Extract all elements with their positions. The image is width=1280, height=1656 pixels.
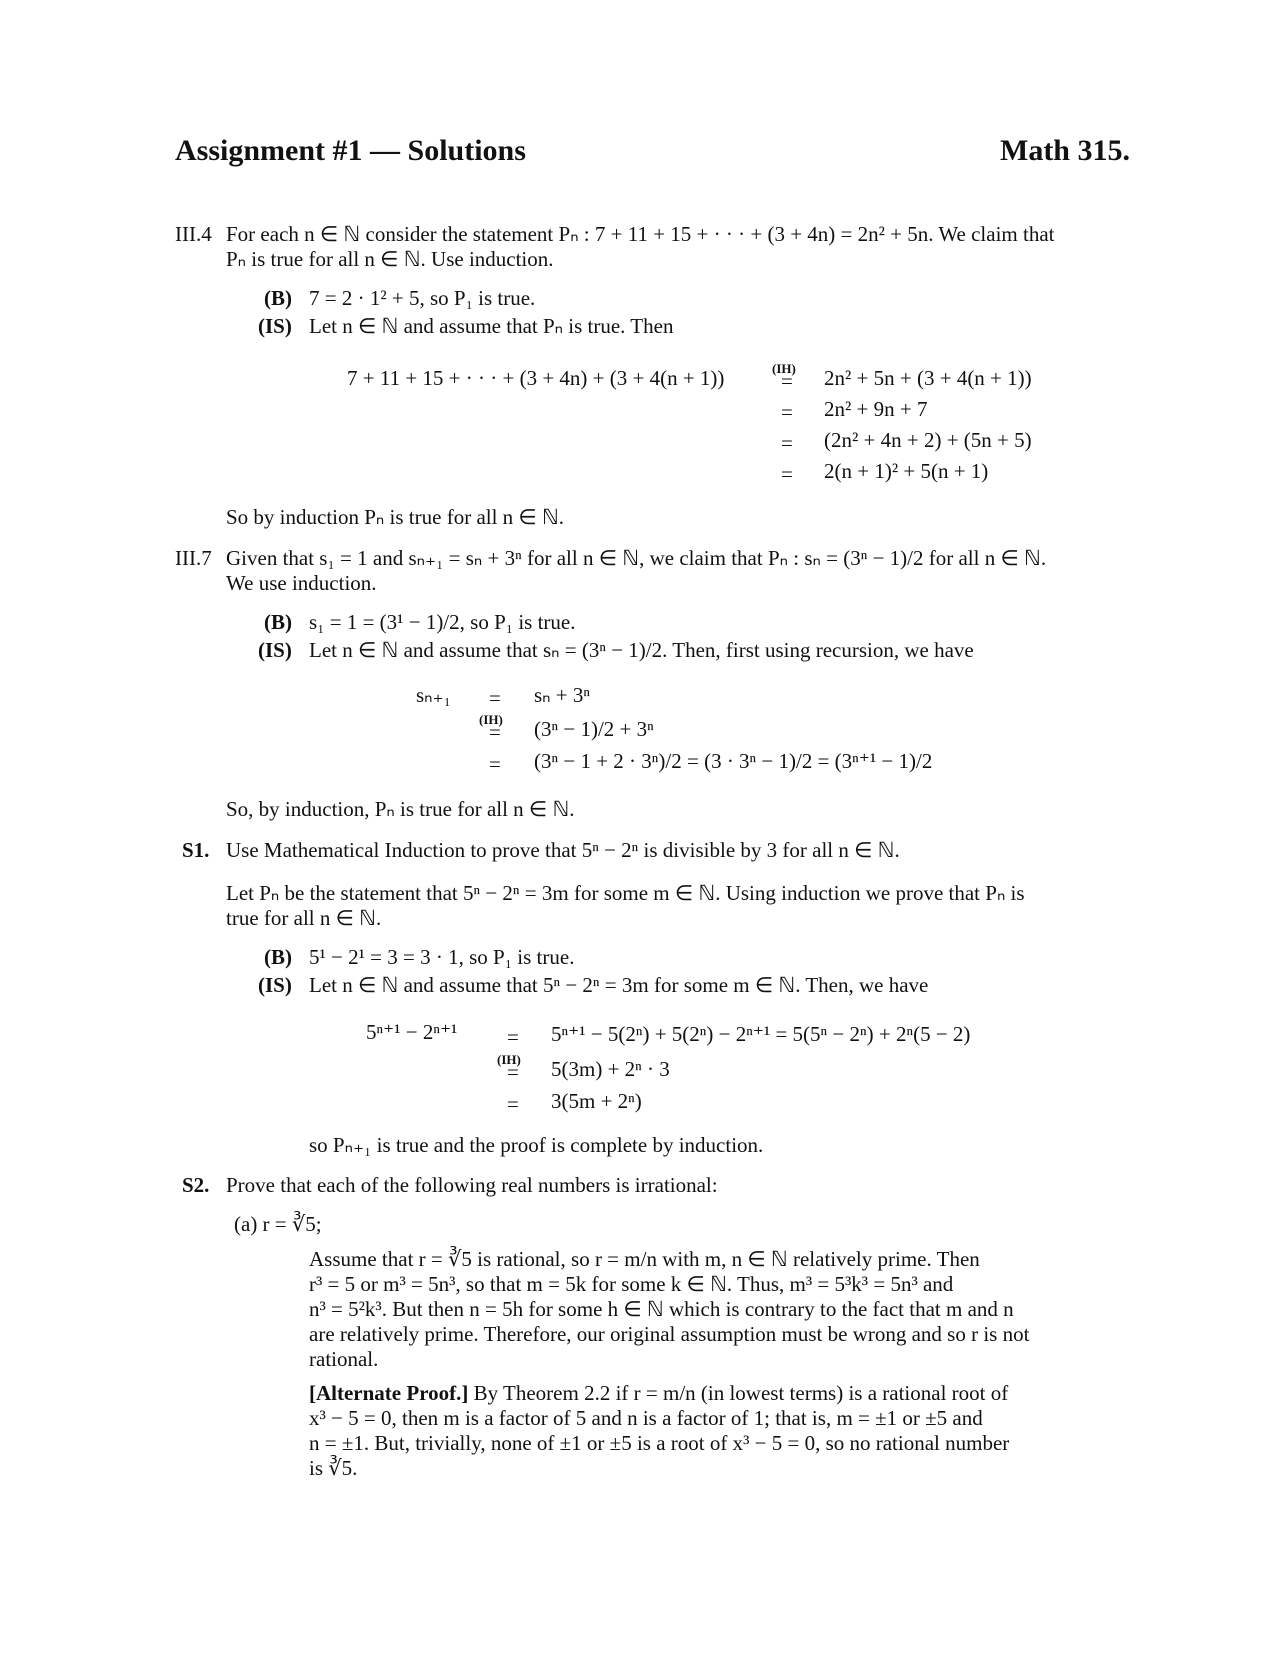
equals-sign: = — [781, 369, 793, 393]
problem-question: Use Mathematical Induction to prove that 5ⁿ − 2ⁿ is divisible by 3 for all n ∈ ℕ. — [226, 838, 900, 862]
equation-rhs: (3ⁿ − 1)/2 + 3ⁿ — [534, 717, 654, 741]
equation-lhs: 7 + 11 + 15 + · · · + (3 + 4n) + (3 + 4(n + 1)) — [347, 366, 725, 390]
equation-rhs: sₙ + 3ⁿ — [534, 683, 590, 707]
equals-sign: = — [507, 1025, 519, 1049]
problem-label: S1. — [182, 838, 210, 862]
problem-statement-line: We use induction. — [226, 571, 377, 595]
page-header — [175, 134, 1130, 178]
problem-question: Prove that each of the following real numbers is irrational: — [226, 1173, 718, 1197]
alternate-proof-label: [Alternate Proof.] — [309, 1381, 469, 1405]
ih-annotation: (IH) — [772, 361, 796, 376]
equation-lhs: 5ⁿ⁺¹ − 2ⁿ⁺¹ — [366, 1020, 458, 1044]
base-case-label: (B) — [264, 945, 292, 969]
equation-rhs: (2n² + 4n + 2) + (5n + 5) — [824, 428, 1032, 452]
assignment-title: Assignment #1 — Solutions — [175, 134, 526, 167]
proof-line: n = ±1. But, trivially, none of ±1 or ±5 is a root of x³ − 5 = 0, so no rational number — [309, 1431, 1010, 1455]
equals-sign: = — [507, 1092, 519, 1116]
inductive-step-text: Let n ∈ ℕ and assume that Pₙ is true. Then — [309, 314, 674, 338]
equals-sign: = — [489, 752, 501, 776]
alternate-proof-first-line — [309, 1381, 1008, 1406]
proof-line: x³ − 5 = 0, then m is a factor of 5 and n is a factor of 1; that is, m = ±1 or ±5 and — [309, 1406, 983, 1430]
proof-line: rational. — [309, 1347, 379, 1371]
base-case-text: 7 = 2 · 1² + 5, so P₁ is true. — [309, 286, 536, 310]
conclusion: So, by induction, Pₙ is true for all n ∈ ℕ. — [226, 797, 575, 821]
proof-line: is ∛5. — [309, 1456, 358, 1480]
equals-sign: = — [781, 462, 793, 486]
proof-line: are relatively prime. Therefore, our original assumption must be wrong and so r is not — [309, 1322, 1030, 1346]
problem-statement-line: For each n ∈ ℕ consider the statement Pₙ : 7 + 11 + 15 + · · · + (3 + 4n) = 2n² + 5n. We claim that — [226, 222, 1055, 246]
equation-rhs: 2n² + 9n + 7 — [824, 397, 928, 421]
equals-sign: = — [489, 686, 501, 710]
problem-label: III.4 — [175, 222, 212, 246]
conclusion: so Pₙ₊₁ is true and the proof is complete by induction. — [309, 1133, 764, 1157]
proof-line: n³ = 5²k³. But then n = 5h for some h ∈ ℕ which is contrary to the fact that m and n — [309, 1297, 1014, 1321]
proof-line: r³ = 5 or m³ = 5n³, so that m = 5k for some k ∈ ℕ. Thus, m³ = 5³k³ = 5n³ and — [309, 1272, 954, 1296]
problem-statement-line: Given that s₁ = 1 and sₙ₊₁ = sₙ + 3ⁿ for all n ∈ ℕ, we claim that Pₙ : sₙ = (3ⁿ − 1)/2 for all n ∈ ℕ. — [226, 546, 1047, 570]
base-case-text: 5¹ − 2¹ = 3 = 3 · 1, so P₁ is true. — [309, 945, 575, 969]
conclusion: So by induction Pₙ is true for all n ∈ ℕ. — [226, 505, 565, 529]
solution-line: Let Pₙ be the statement that 5ⁿ − 2ⁿ = 3m for some m ∈ ℕ. Using induction we prove that Pₙ is — [226, 881, 1025, 905]
ih-annotation: (IH) — [497, 1052, 521, 1067]
proof-line: By Theorem 2.2 if r = m/n (in lowest terms) is a rational root of — [468, 1381, 1009, 1405]
inductive-step-label: (IS) — [258, 314, 292, 338]
problem-label: III.7 — [175, 546, 212, 570]
equals-sign: = — [507, 1060, 519, 1084]
base-case-label: (B) — [264, 286, 292, 310]
equation-rhs: 2n² + 5n + (3 + 4(n + 1)) — [824, 366, 1032, 390]
equation-lhs: sₙ₊₁ — [416, 683, 451, 707]
equals-sign: = — [489, 720, 501, 744]
equation-rhs: 2(n + 1)² + 5(n + 1) — [824, 459, 989, 483]
equation-rhs: 5ⁿ⁺¹ − 5(2ⁿ) + 5(2ⁿ) − 2ⁿ⁺¹ = 5(5ⁿ − 2ⁿ) + 2ⁿ(5 − 2) — [551, 1022, 971, 1046]
equals-sign: = — [781, 431, 793, 455]
inductive-step-label: (IS) — [258, 638, 292, 662]
base-case-text: s₁ = 1 = (3¹ − 1)/2, so P₁ is true. — [309, 610, 576, 634]
equation-rhs: 5(3m) + 2ⁿ · 3 — [551, 1057, 670, 1081]
proof-line: Assume that r = ∛5 is rational, so r = m/n with m, n ∈ ℕ relatively prime. Then — [309, 1247, 980, 1271]
inductive-step-text: Let n ∈ ℕ and assume that 5ⁿ − 2ⁿ = 3m for some m ∈ ℕ. Then, we have — [309, 973, 929, 997]
base-case-label: (B) — [264, 610, 292, 634]
solution-line: true for all n ∈ ℕ. — [226, 906, 382, 930]
course-title: Math 315. — [1000, 134, 1130, 167]
equation-rhs: 3(5m + 2ⁿ) — [551, 1089, 642, 1113]
problem-statement-line: Pₙ is true for all n ∈ ℕ. Use induction. — [226, 247, 554, 271]
inductive-step-text: Let n ∈ ℕ and assume that sₙ = (3ⁿ − 1)/2. Then, first using recursion, we have — [309, 638, 974, 662]
ih-annotation: (IH) — [479, 712, 503, 727]
part-a-label: (a) r = ∛5; — [234, 1212, 322, 1236]
problem-label: S2. — [182, 1173, 210, 1197]
equals-sign: = — [781, 400, 793, 424]
equation-rhs: (3ⁿ − 1 + 2 · 3ⁿ)/2 = (3 · 3ⁿ − 1)/2 = (3ⁿ⁺¹ − 1)/2 — [534, 749, 933, 773]
inductive-step-label: (IS) — [258, 973, 292, 997]
